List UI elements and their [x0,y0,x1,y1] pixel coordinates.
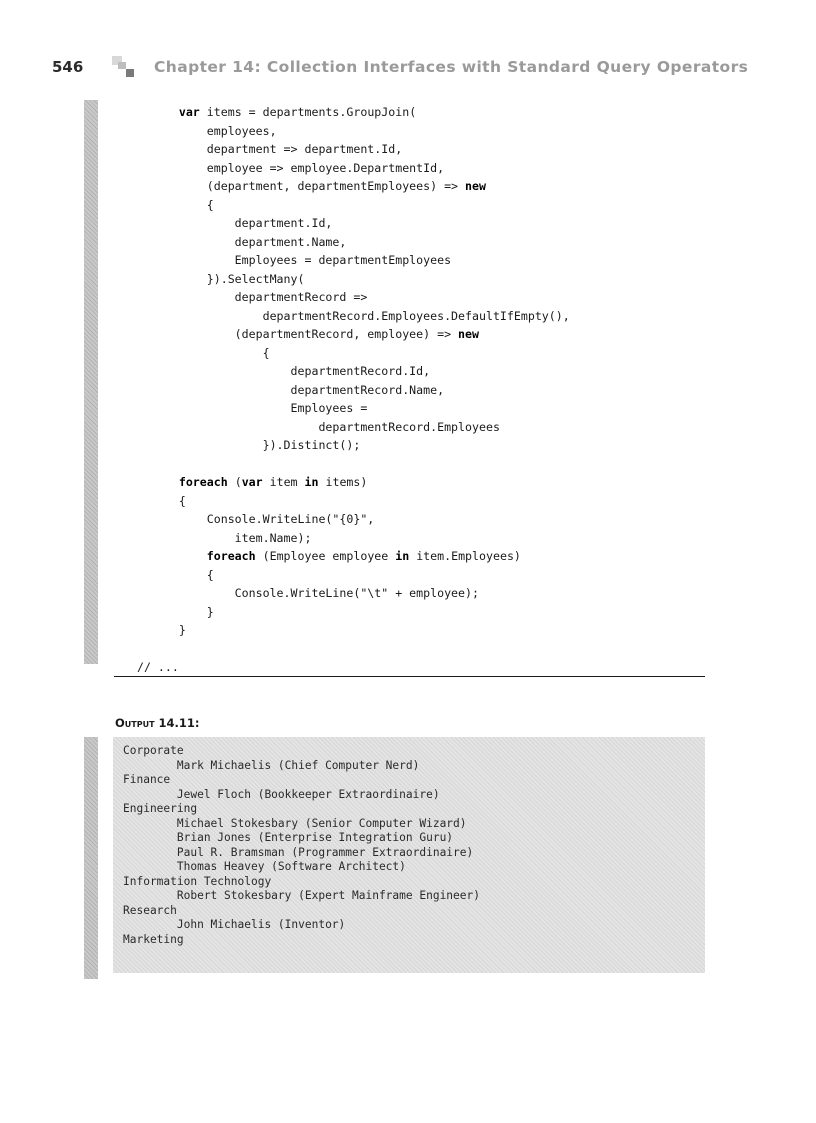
code-line [123,270,570,289]
code-line [123,344,570,363]
code-text: departmentRecord.Employees.DefaultIfEmpty(), [123,308,570,323]
code-keyword: new [465,179,486,193]
code-text: Employees = [123,401,368,415]
code-line [123,288,570,307]
code-line [123,529,570,548]
code-text: departmentRecord.Employees [123,419,500,434]
output-line: Thomas Heavey (Software Architect) [123,860,406,873]
output-line: Paul R. Bramsman (Programmer Extraordinaire) [123,845,474,859]
code-line [123,399,570,418]
code-line [123,233,570,252]
code-text [123,475,179,489]
code-line [123,418,570,437]
code-text: items) [318,475,368,489]
code-line [123,603,570,622]
code-text: (departmentRecord, employee) => [123,327,459,341]
output-line: Research [123,903,177,917]
code-line [123,214,570,233]
console-output [123,744,480,947]
code-line [123,140,570,159]
output-line: Brian Jones (Enterprise Integration Guru) [123,831,454,844]
output-line: Engineering [123,802,198,815]
listing-divider [114,676,705,677]
code-line [123,566,570,585]
output-label: Output 14.11: [115,716,200,730]
code-line [123,381,570,400]
code-text: (Employee employee [255,549,396,563]
code-line [123,362,570,381]
code-text: departmentRecord.Id, [123,364,431,378]
code-line [123,640,570,659]
code-text: (department, departmentEmployees) => [123,179,466,193]
output-line: Corporate [123,744,184,757]
code-line [123,658,570,677]
code-line [123,177,570,196]
code-text: departmentRecord => [123,290,368,304]
code-text: item.Employees) [409,549,521,563]
code-text: }).SelectMany( [123,271,305,286]
code-keyword: var [178,105,200,119]
chapter-marker-icon [112,56,138,80]
code-text: employees, [123,123,277,138]
code-text: } [123,604,214,619]
code-text: ( [227,475,242,489]
code-text: { [123,345,270,360]
output-line: Mark Michaelis (Chief Computer Nerd) [123,758,420,772]
code-keyword: new [458,327,479,341]
code-text: Console.WriteLine("{0}", [123,512,375,526]
code-line [123,103,570,122]
page-number: 546 [52,58,84,76]
output-margin-bar [84,737,98,979]
output-line: John Michaelis (Inventor) [123,918,346,931]
code-line [123,492,570,511]
code-text [123,549,207,563]
code-line [123,510,570,529]
code-text: item [262,475,305,489]
output-line: Jewel Floch (Bookkeeper Extraordinaire) [123,787,440,801]
chapter-title: Chapter 14: Collection Interfaces with Standard Query Operators [154,58,749,76]
code-text: }).Distinct(); [123,438,361,452]
code-line [123,547,570,566]
code-keyword: in [395,549,410,563]
code-line [123,196,570,215]
code-text: employee => employee.DepartmentId, [123,160,445,175]
code-text: department => department.Id, [123,142,403,156]
code-text: } [123,623,186,637]
output-line: Robert Stokesbary (Expert Mainframe Engineer) [123,889,480,902]
code-line [123,122,570,141]
code-line [123,584,570,603]
output-line: Marketing [123,932,184,946]
code-text: Employees = departmentEmployees [123,253,452,267]
code-text: item.Name); [123,530,312,545]
code-line [123,473,570,492]
code-text [123,105,179,119]
code-text: department.Id, [123,216,333,230]
code-text: // ... [123,660,179,674]
code-text: department.Name, [123,234,347,249]
code-text: departmentRecord.Name, [123,382,445,397]
code-text: Console.WriteLine("\t" + employee); [123,586,479,600]
code-line [123,325,570,344]
code-text: { [123,197,214,212]
listing-margin-bar [84,100,98,664]
output-line: Michael Stokesbary (Senior Computer Wizard) [123,816,467,830]
code-line [123,621,570,640]
code-line [123,251,570,270]
code-line [123,436,570,455]
code-keyword: in [304,475,319,489]
code-listing [123,103,570,677]
output-line: Information Technology [123,874,272,888]
code-line [123,455,570,474]
code-text: { [123,567,214,582]
code-line [123,307,570,326]
code-text: items = departments.GroupJoin( [199,105,417,119]
code-line [123,159,570,178]
code-text: { [123,493,186,508]
code-keyword: var [241,475,263,489]
page-header [0,56,816,80]
output-line: Finance [123,773,171,786]
code-keyword: foreach [178,475,228,489]
code-keyword: foreach [206,549,256,563]
